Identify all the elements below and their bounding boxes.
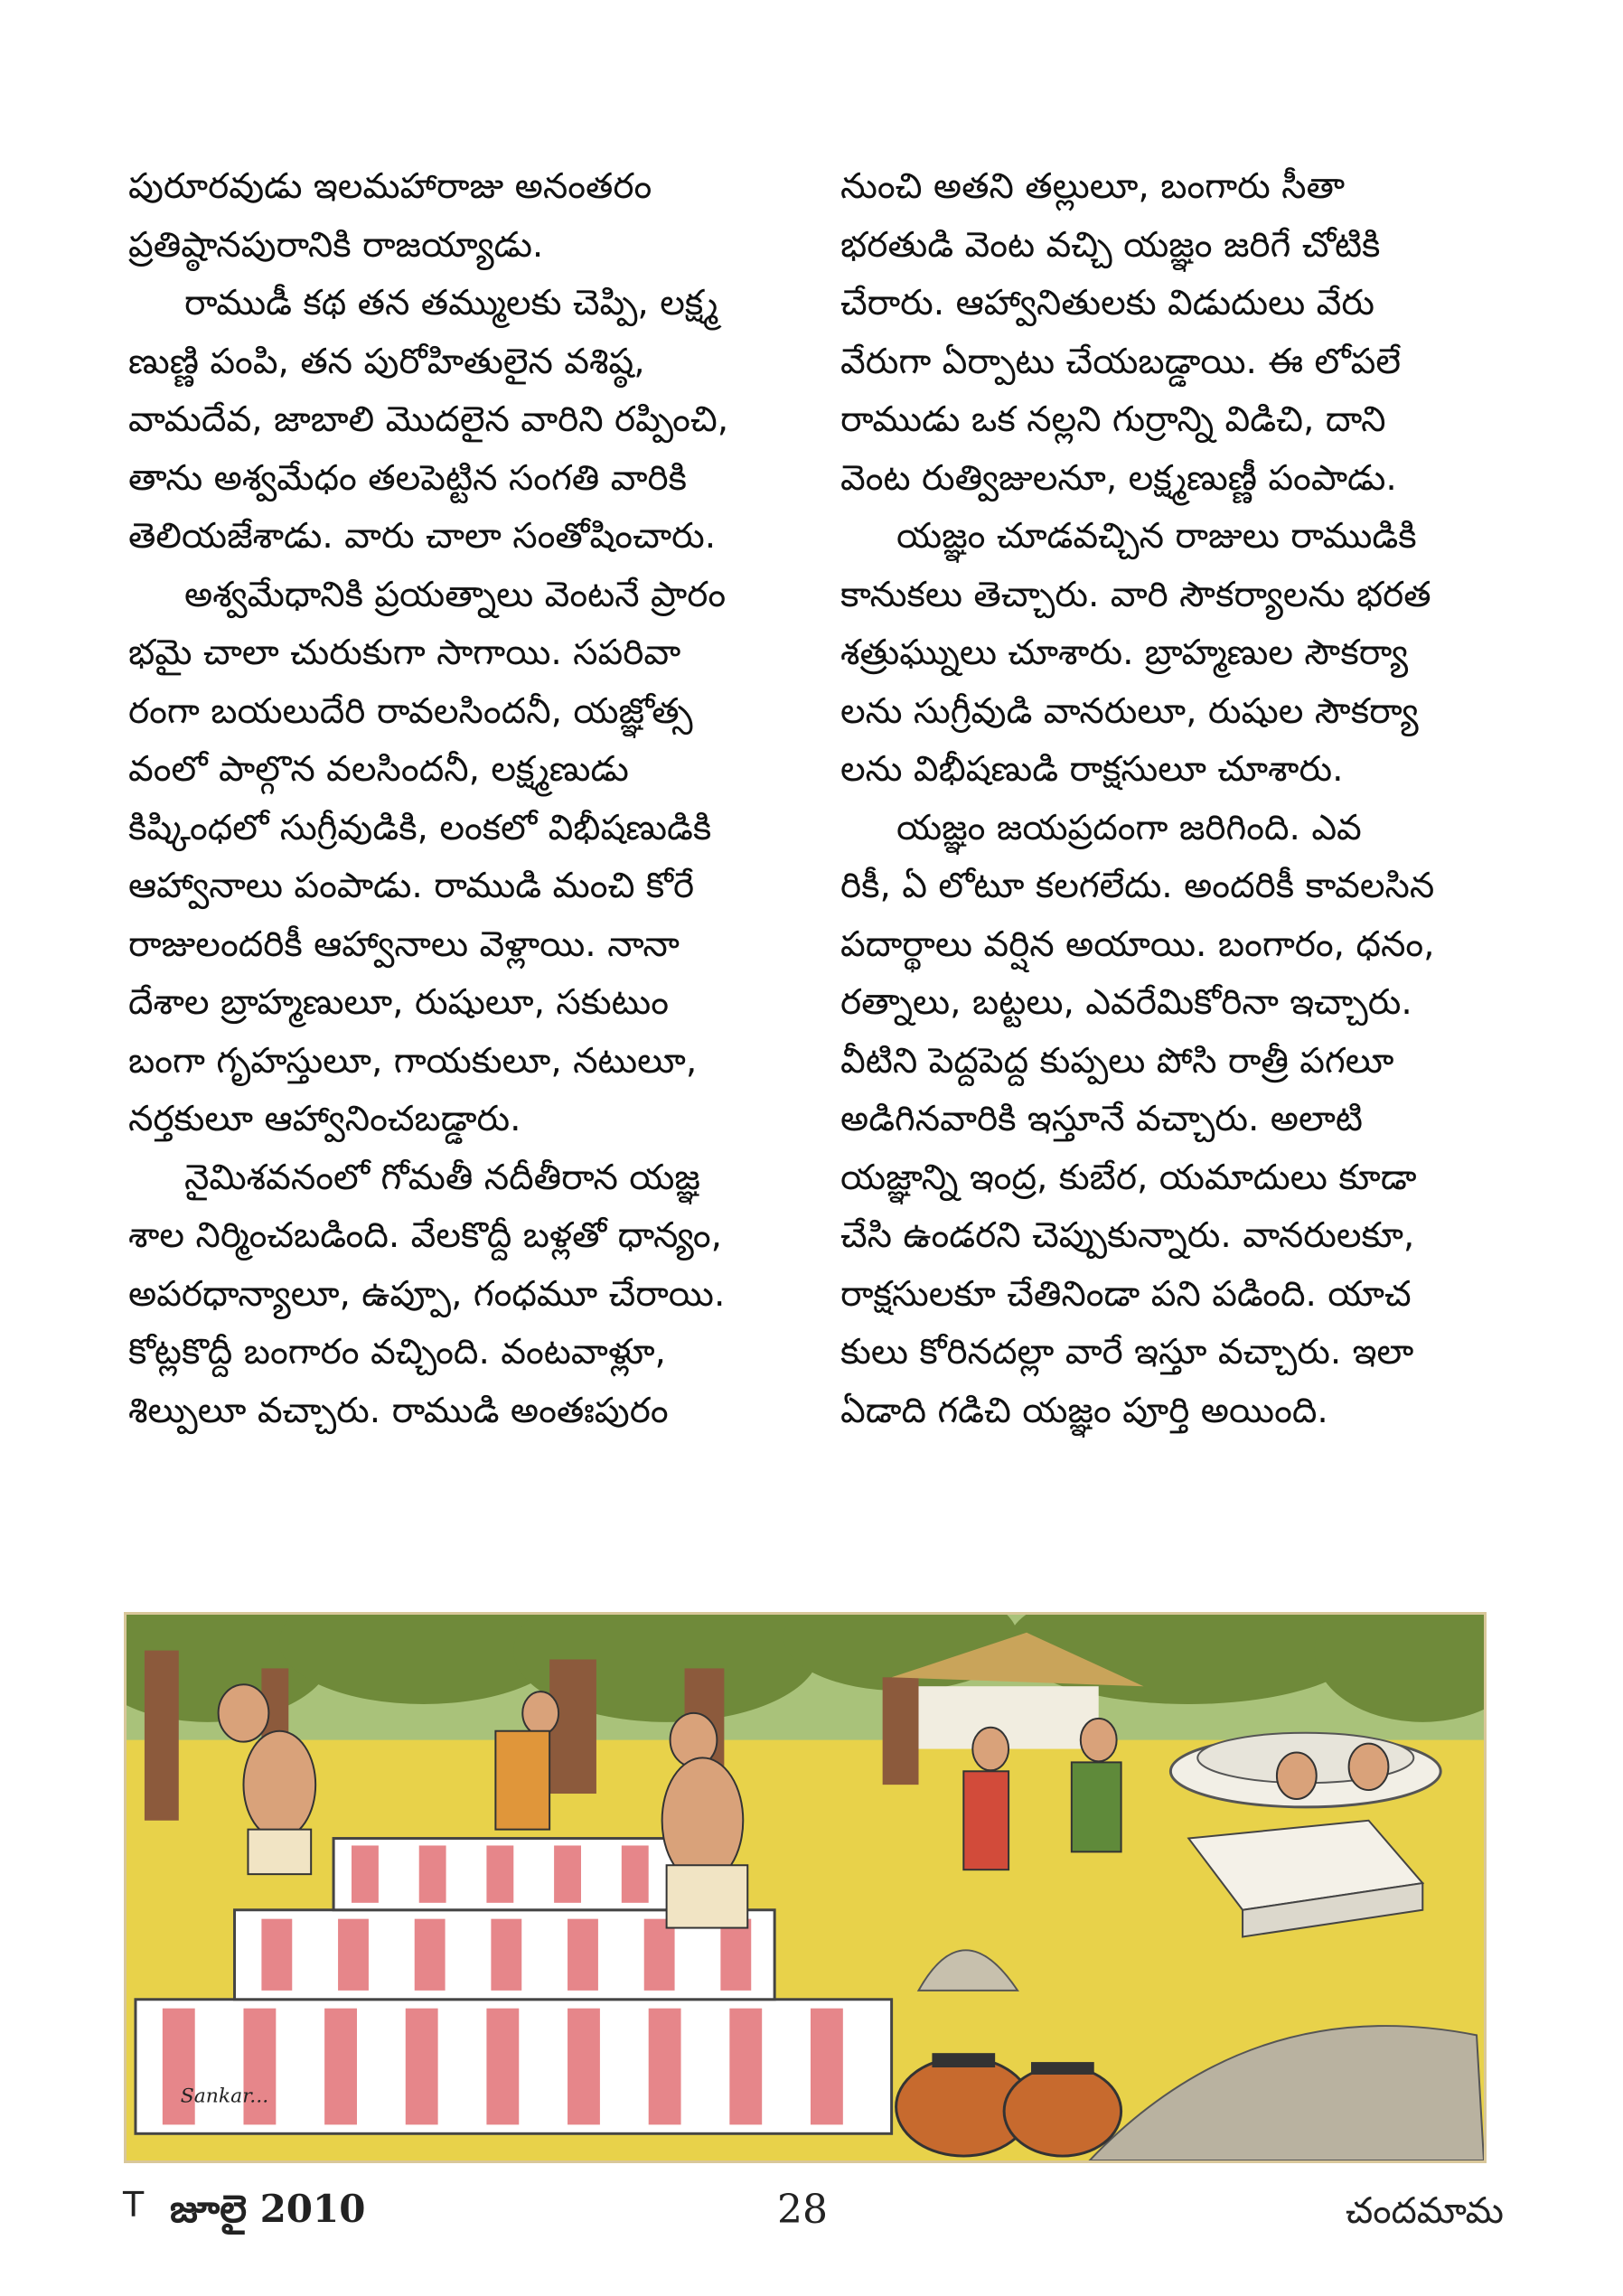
magazine-name: చందమామ	[1345, 2190, 1504, 2232]
artist-signature: Sankar...	[180, 2085, 269, 2108]
page-number: 28	[777, 2187, 828, 2233]
clay-pots	[896, 2053, 1121, 2156]
right-column	[840, 158, 1509, 1440]
paragraph: రాముడీ కథ తన తమ్ములకు చెప్పి, లక్ష్మ ణుణ్ణి పంపి, తన పురోహితులైన వశిష్ఠ, వామదేవ, జాబాలి మొదలైన వారిని రప్పించి, తాను అశ్వమేధం తలపెట్టిన సంగతి వారికి తెలియజేశాడు. వారు చాలా సంతోషించారు.	[128, 283, 729, 557]
paragraph: పురూరవుడు ఇలమహారాజు అనంతరం ప్రతిష్ఠానపురానికి రాజయ్యాడు.	[128, 166, 652, 266]
footer-mark: T	[123, 2185, 145, 2225]
paragraph: నుంచి అతని తల్లులూ, బంగారు సీతా భరతుడి వెంట వచ్చి యజ్ఞం జరిగే చోటికి చేరారు. ఆహ్వానితులకు విడుదులు వేరు వేరుగా ఏర్పాటు చేయబడ్డాయి. ఈ లోపలే రాముడు ఒక నల్లని గుర్రాన్ని విడిచి, దాని వెంట రుత్విజులనూ, లక్ష్మణుణ్ణీ పంపాడు.	[840, 166, 1401, 499]
left-column	[128, 158, 797, 1440]
illustration-scene	[127, 1615, 1484, 2160]
paragraph: నైమిశవనంలో గోమతీ నదీతీరాన యజ్ఞ శాల నిర్మించబడింది. వేలకొద్దీ బళ్లతో ధాన్యం, అపరధాన్యాలూ, ఉప్పూ, గంధమూ చేరాయి. కోట్లకొద్దీ బంగారం వచ్చింది. వంటవాళ్లూ, శిల్పులూ వచ్చారు. రాముడి అంతఃపురం	[128, 1157, 726, 1431]
footer-date: జూలై 2010	[170, 2187, 366, 2231]
paragraph: యజ్ఞం చూడవచ్చిన రాజులు రాముడికి కానుకలు తెచ్చారు. వారి సౌకర్యాలను భరత శత్రుఘ్నులు చూశారు. బ్రాహ్మణుల సౌకర్యా లను సుగ్రీవుడి వానరులూ, రుషుల సౌకర్యా లను విభీషణుడి రాక్షసులూ చూశారు.	[840, 516, 1431, 790]
yagna-illustration	[124, 1612, 1487, 2163]
paragraph: అశ్వమేధానికి ప్రయత్నాలు వెంటనే ప్రారం భమై చాలా చురుకుగా సాగాయి. సపరివా రంగా బయలుదేరి రావలసిందనీ, యజ్ఞోత్స వంలో పాల్గొన వలసిందనీ, లక్ష్మణుడు కిష్కింధలో సుగ్రీవుడికి, లంకలో విభీషణుడికి ఆహ్వానాలు పంపాడు. రాముడి మంచి కోరే రాజులందరికీ ఆహ్వానాలు వెళ్లాయి. నానా దేశాల బ్రాహ్మణులూ, రుషులూ, సకుటుం బంగా గృహస్తులూ, గాయకులూ, నటులూ, నర్తకులూ ఆహ్వానించబడ్డారు.	[128, 574, 727, 1139]
paragraph: యజ్ఞం జయప్రదంగా జరిగింది. ఎవ రికీ, ఏ లోటూ కలగలేదు. అందరికీ కావలసిన పదార్థాలు వర్షిన అయాయి. బంగారం, ధనం, రత్నాలు, బట్టలు, ఎవరేమికోరినా ఇచ్చారు. వీటిని పెద్దపెద్ద కుప్పలు పోసి రాత్రీ పగలూ అడిగినవారికి ఇస్తూనే వచ్చారు. అలాటి యజ్ఞాన్ని ఇంద్ర, కుబేర, యమాదులు కూడా చేసి ఉండరని చెప్పుకున్నారు. వానరులకూ, రాక్షసులకూ చేతినిండా పని పడింది. యాచ కులు కోరినదల్లా వారే ఇస్తూ వచ్చారు. ఇలా ఏడాది గడిచి యజ్ఞం పూర్తి అయింది.	[840, 807, 1435, 1431]
